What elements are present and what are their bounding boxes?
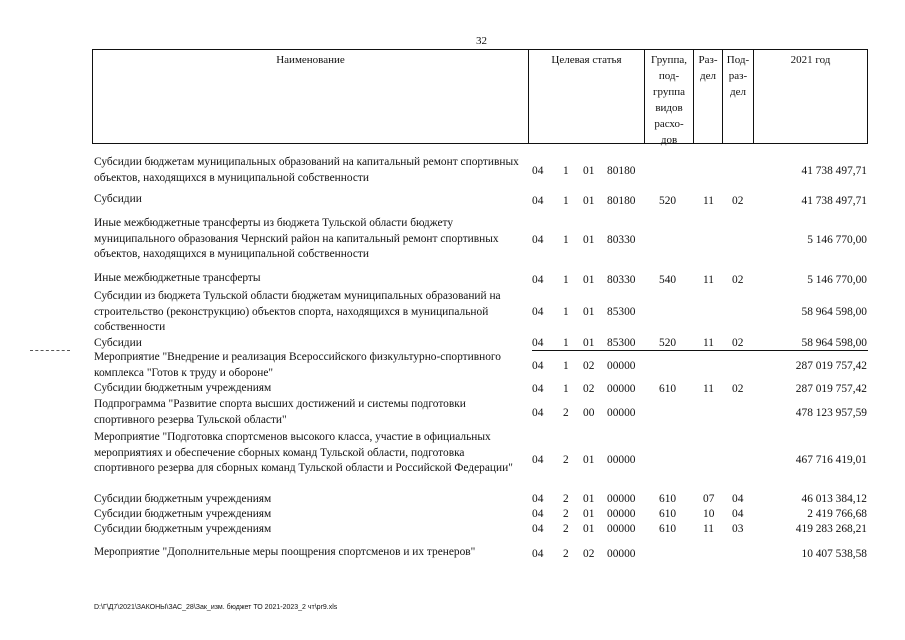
table-row — [0, 216, 905, 264]
table-row — [0, 397, 905, 428]
row-t3: 01 — [583, 337, 595, 349]
row-t4: 00000 — [607, 508, 636, 520]
row-amt: 10 407 538,58 — [801, 548, 867, 560]
table-row — [0, 336, 905, 350]
row-t2: 2 — [563, 454, 569, 466]
row-amt: 41 738 497,71 — [801, 195, 867, 207]
row-t3: 01 — [583, 508, 595, 520]
row-t4: 00000 — [607, 382, 636, 395]
row-t3: 02 — [583, 382, 595, 395]
row-t1: 04 — [532, 382, 544, 395]
row-t3: 01 — [583, 164, 595, 177]
row-amt: 467 716 419,01 — [795, 454, 867, 466]
row-t3: 01 — [583, 195, 595, 207]
row-name: Субсидии — [94, 337, 142, 349]
row-amt: 5 146 770,00 — [807, 273, 867, 286]
row-t1: 04 — [532, 306, 544, 318]
row-grp: 540 — [659, 273, 677, 286]
row-t1: 04 — [532, 523, 544, 535]
row-name: Субсидии бюджетным учреждениям — [94, 382, 272, 394]
table-row — [0, 350, 905, 381]
header-group-line: под- — [658, 70, 680, 82]
row-t3: 02 — [583, 548, 595, 560]
row-amt: 478 123 957,59 — [795, 406, 867, 419]
row-t4: 85300 — [607, 337, 636, 349]
row-t1: 04 — [532, 406, 544, 419]
row-razd: 11 — [703, 523, 714, 535]
row-podr: 02 — [732, 273, 744, 286]
row-t4: 00000 — [607, 454, 636, 466]
row-t3: 01 — [583, 493, 595, 505]
row-t1: 04 — [532, 337, 544, 349]
file-path-footer: D:\Г\Д7\2021\ЗАКОНЫ\ЗАС_28\Зак_изм. бюджет ТО 2021-2023_2 чт\pr9.xls — [94, 604, 338, 611]
row-t1: 04 — [532, 273, 544, 286]
row-name: Субсидии бюджетным учреждениям — [94, 493, 272, 505]
row-t4: 00000 — [607, 406, 636, 419]
row-t1: 04 — [532, 508, 544, 520]
table-row — [0, 492, 905, 506]
row-grp: 520 — [659, 195, 677, 207]
table-row — [0, 155, 905, 186]
row-t4: 00000 — [607, 493, 636, 505]
row-razd: 11 — [703, 382, 714, 395]
row-t4: 00000 — [607, 359, 636, 372]
row-amt: 58 964 598,00 — [801, 306, 867, 318]
separator-line — [532, 350, 868, 351]
row-razd: 07 — [703, 493, 715, 505]
row-name: Субсидии из бюджета Тульской области бюджетам муниципальных образований на строительство (реконструкцию) объектов спорта, находящихся в муниципальной собственности — [94, 290, 501, 333]
header-podrazdel-line: раз- — [728, 70, 748, 82]
table-row — [0, 192, 905, 210]
row-amt: 419 283 268,21 — [795, 523, 867, 535]
header-name: Наименование — [276, 54, 345, 66]
header-podrazdel-line: дел — [730, 86, 746, 98]
row-name: Субсидии бюджетам муниципальных образований на капитальный ремонт спортивных объектов, находящихся в муниципальной собственности — [94, 156, 519, 184]
row-t4: 80180 — [607, 195, 636, 207]
table-row — [0, 430, 905, 490]
row-t1: 04 — [532, 234, 544, 246]
row-amt: 2 419 766,68 — [807, 508, 867, 520]
row-name: Субсидии бюджетным учреждениям — [94, 523, 272, 535]
table-row — [0, 545, 905, 563]
header-target: Целевая статья — [551, 54, 622, 66]
row-t3: 00 — [583, 406, 595, 419]
header-podrazdel-line: Под- — [726, 54, 750, 66]
row-t4: 85300 — [607, 306, 636, 318]
margin-dash — [30, 350, 70, 351]
row-t2: 2 — [563, 406, 569, 419]
row-podr: 02 — [732, 337, 744, 349]
page-number: 32 — [476, 35, 487, 47]
row-amt: 58 964 598,00 — [801, 337, 867, 349]
row-t3: 01 — [583, 306, 595, 318]
row-t1: 04 — [532, 359, 544, 372]
row-podr: 04 — [732, 508, 744, 520]
row-amt: 41 738 497,71 — [801, 164, 867, 177]
row-t1: 04 — [532, 548, 544, 560]
table-row — [0, 381, 905, 396]
row-name: Мероприятие "Дополнительные меры поощрения спортсменов и их тренеров" — [94, 546, 476, 558]
table-row — [0, 522, 905, 536]
header-group-line: дов — [660, 134, 678, 146]
row-t3: 01 — [583, 273, 595, 286]
row-t1: 04 — [532, 493, 544, 505]
header-year: 2021 год — [790, 54, 831, 66]
row-grp: 610 — [659, 493, 677, 505]
row-razd: 11 — [703, 337, 714, 349]
row-name: Субсидии бюджетным учреждениям — [94, 508, 272, 520]
row-t2: 1 — [563, 382, 569, 395]
header-group-line: группа — [652, 86, 686, 98]
row-grp: 610 — [659, 523, 677, 535]
header-razdel-line: дел — [700, 70, 716, 82]
row-razd: 10 — [703, 508, 715, 520]
row-podr: 03 — [732, 523, 744, 535]
row-t2: 1 — [563, 306, 569, 318]
row-grp: 520 — [659, 337, 677, 349]
row-razd: 11 — [703, 273, 714, 286]
table-row — [0, 271, 905, 288]
row-name: Субсидии — [94, 193, 142, 205]
table-row — [0, 507, 905, 521]
row-amt: 287 019 757,42 — [795, 382, 867, 395]
row-t4: 00000 — [607, 523, 636, 535]
row-t2: 1 — [563, 359, 569, 372]
row-t2: 1 — [563, 234, 569, 246]
row-grp: 610 — [659, 508, 677, 520]
row-podr: 02 — [732, 382, 744, 395]
row-t4: 80330 — [607, 273, 636, 286]
header-group-line: Группа, — [651, 54, 687, 66]
header-razdel-line: Раз- — [698, 54, 718, 66]
row-grp: 610 — [659, 382, 677, 395]
row-name: Мероприятие "Внедрение и реализация Всероссийского физкультурно-спортивного комплекса "Готов к труду и обороне" — [94, 351, 501, 379]
row-t2: 2 — [563, 523, 569, 535]
row-podr: 04 — [732, 493, 744, 505]
row-t4: 00000 — [607, 548, 636, 560]
row-name: Мероприятие "Подготовка спортсменов высокого класса, участие в официальных мероприятиях и обеспечение сборных команд Тульской области, подготовка спортивного резерва для сборных команд Тульской области и Российской Федерации" — [94, 431, 513, 474]
row-t3: 01 — [583, 234, 595, 246]
row-t3: 01 — [583, 454, 595, 466]
row-podr: 02 — [732, 195, 744, 207]
row-name: Иные межбюджетные трансферты из бюджета Тульской области бюджету муниципального образования Чернский район на капитальный ремонт спортивных объектов, находящихся в муниципальной собственности — [94, 217, 499, 260]
row-t2: 1 — [563, 195, 569, 207]
row-t2: 1 — [563, 164, 569, 177]
row-amt: 46 013 384,12 — [801, 493, 867, 505]
row-t1: 04 — [532, 454, 544, 466]
row-name: Подпрограмма "Развитие спорта высших достижений и системы подготовки спортивного резерва Тульской области" — [94, 398, 466, 426]
table-row — [0, 289, 905, 335]
row-t4: 80180 — [607, 164, 636, 177]
row-t3: 02 — [583, 359, 595, 372]
row-amt: 287 019 757,42 — [795, 359, 867, 372]
row-name: Иные межбюджетные трансферты — [94, 272, 261, 284]
row-t1: 04 — [532, 195, 544, 207]
row-amt: 5 146 770,00 — [807, 234, 867, 246]
row-t2: 2 — [563, 548, 569, 560]
row-t2: 1 — [563, 337, 569, 349]
row-t2: 1 — [563, 273, 569, 286]
row-t2: 2 — [563, 508, 569, 520]
header-group-line: расхо- — [654, 118, 684, 130]
row-t2: 2 — [563, 493, 569, 505]
row-t1: 04 — [532, 164, 544, 177]
row-t3: 01 — [583, 523, 595, 535]
row-t4: 80330 — [607, 234, 636, 246]
row-razd: 11 — [703, 195, 714, 207]
header-group-line: видов — [655, 102, 683, 114]
